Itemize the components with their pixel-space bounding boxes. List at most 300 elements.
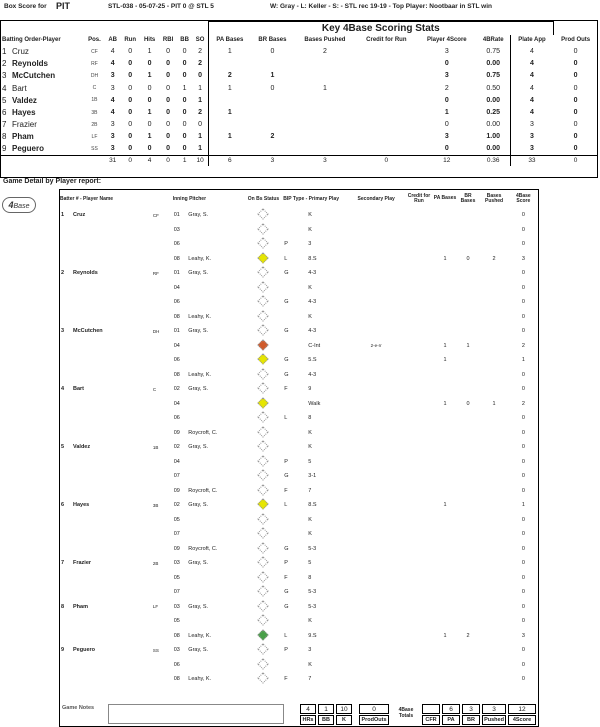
detail-cfr: [404, 208, 433, 223]
batter-player-name: Frazier: [73, 560, 92, 567]
inning: 09: [173, 487, 180, 494]
detail-bp: 1: [492, 400, 496, 407]
detail-br: [457, 440, 480, 455]
stat-r: 0: [128, 109, 133, 117]
detail-pa: [434, 208, 457, 223]
detail-br: [457, 353, 480, 368]
bip-cell: [283, 310, 348, 325]
stat-bp: 2: [322, 48, 327, 56]
player-name: Peguero: [12, 144, 45, 154]
detail-bp: [479, 411, 508, 426]
team-name: PIT: [56, 1, 71, 11]
pitcher: [187, 469, 243, 484]
bip-type: P: [284, 647, 288, 654]
batter-position: DH: [152, 328, 160, 334]
secondary-play: [348, 643, 404, 658]
detail-br: [457, 324, 480, 339]
batting-order: 5: [2, 95, 7, 105]
on-base-status: [244, 672, 284, 687]
detail-br: [457, 556, 480, 571]
batter-position: [152, 223, 173, 238]
detail-br: [457, 368, 480, 383]
primary-play: Walk: [308, 400, 321, 407]
batter-name: [60, 527, 152, 542]
stat-so: 2: [192, 46, 208, 58]
stat-r: 0: [128, 145, 133, 153]
detail-br: [457, 223, 480, 238]
cfr-label: CFR: [422, 715, 440, 725]
primary-play: K: [308, 429, 312, 436]
box-col-header: Pos.: [88, 37, 101, 43]
stat-r: 0: [128, 96, 133, 104]
batter-position: [152, 455, 173, 470]
inning: 06: [173, 357, 180, 364]
player-name: Valdez: [12, 95, 37, 105]
player-row: [1, 82, 598, 94]
on-base-status: [244, 542, 284, 557]
on-base-status: [244, 382, 284, 397]
detail-cfr: [404, 571, 433, 586]
player-name: Frazier: [12, 120, 37, 130]
detail-cfr: [404, 527, 433, 542]
detail-br: 0: [466, 255, 470, 262]
player-row: [1, 46, 598, 58]
stat-rate: 0.00: [477, 58, 510, 70]
primary-play: 4-3: [308, 371, 317, 378]
inning: 03: [173, 603, 180, 610]
pitcher: [187, 281, 243, 296]
on-base-status: [244, 484, 284, 499]
batter-player-name: Cruz: [73, 212, 86, 219]
inning: 04: [173, 342, 180, 349]
secondary-play: [348, 527, 404, 542]
player-row: [1, 119, 598, 131]
batter-name: [60, 281, 152, 296]
detail-col-header: Bases Pushed: [485, 192, 504, 204]
secondary-play: [348, 672, 404, 687]
br-label: BR: [462, 715, 480, 725]
stat-rate: 0.00: [477, 143, 510, 155]
base-diamond-icon: [258, 658, 269, 669]
secondary-play: [348, 426, 404, 441]
stat-so: 1: [192, 143, 208, 155]
detail-score: 1: [521, 502, 525, 509]
stat-po: 0: [573, 121, 578, 129]
detail-pa: [434, 556, 457, 571]
bip-cell: [283, 556, 348, 571]
detail-cfr: [404, 382, 433, 397]
detail-cfr: [404, 585, 433, 600]
detail-pa: 1: [443, 357, 447, 364]
batter-name: [60, 614, 152, 629]
plate-appearance-row: [60, 382, 538, 397]
stat-bb: 1: [182, 84, 187, 92]
primary-play: 9: [308, 386, 312, 393]
total-so: 10: [192, 155, 208, 166]
batter-position: [152, 397, 173, 412]
detail-cfr: [404, 237, 433, 252]
bip-cell: [283, 614, 348, 629]
batter-name: [60, 672, 152, 687]
inning: 04: [173, 400, 180, 407]
stat-so: 1: [192, 131, 208, 143]
detail-score: 0: [521, 328, 525, 335]
stat-brb: [251, 106, 294, 118]
stat-brb: 1: [270, 72, 275, 80]
4score-value: 12: [508, 704, 536, 714]
stat-r: 0: [128, 121, 133, 129]
detail-score: 0: [521, 531, 525, 538]
bip-cell: [283, 397, 348, 412]
secondary-play: [348, 585, 404, 600]
stat-rbi: 0: [166, 133, 171, 141]
detail-col-header: PA Bases: [433, 195, 457, 202]
primary-play: 3: [308, 647, 312, 654]
detail-br: [457, 469, 480, 484]
secondary-play: [348, 614, 404, 629]
stat-po: 0: [573, 84, 578, 92]
player-row: [1, 70, 598, 82]
detail-score: 0: [521, 560, 525, 567]
primary-play: K: [308, 516, 312, 523]
detail-cfr: [404, 266, 433, 281]
bip-cell: [283, 571, 348, 586]
total-bb: 1: [177, 155, 192, 166]
stat-bp: [294, 106, 356, 118]
secondary-play: [348, 368, 404, 383]
stat-so: 1: [192, 94, 208, 106]
stat-rate: 0.00: [477, 119, 510, 131]
on-base-status: [244, 600, 284, 615]
batter-name: [60, 266, 152, 281]
bip-cell: [283, 281, 348, 296]
pitcher: Leahy, K.: [188, 255, 212, 262]
detail-col-header: BR Bases: [460, 192, 476, 204]
detail-bp: [479, 498, 508, 513]
stat-po: 0: [573, 96, 578, 104]
detail-score: 0: [521, 458, 525, 465]
primary-play: 7: [308, 487, 312, 494]
stat-rate: 1.00: [477, 131, 510, 143]
detail-score: 0: [521, 212, 525, 219]
stat-ps: 1: [444, 109, 449, 117]
detail-br: [457, 484, 480, 499]
total-brb: 3: [251, 155, 294, 166]
base-diamond-icon: [258, 586, 269, 597]
stat-h: 0: [147, 145, 152, 153]
secondary-play: [348, 600, 404, 615]
totals-row: [1, 155, 598, 166]
base-diamond-icon: [258, 267, 269, 278]
plate-appearance-row: [60, 542, 538, 557]
primary-play: 5: [308, 560, 312, 567]
on-base-status: [244, 266, 284, 281]
stat-app: 4: [529, 48, 534, 56]
batter-name: [60, 310, 152, 325]
detail-pa: [434, 310, 457, 325]
batter-position: [152, 484, 173, 499]
batter-position: [152, 411, 173, 426]
stat-ps: 3: [444, 133, 449, 141]
inning: 05: [173, 574, 180, 581]
stat-rbi: 0: [166, 72, 171, 80]
on-base-status: [244, 411, 284, 426]
batter-player-name: Reynolds: [73, 270, 98, 277]
detail-score: 0: [521, 429, 525, 436]
base-diamond-icon: [258, 615, 269, 626]
box-score-header-row: [1, 35, 598, 46]
detail-br: [457, 571, 480, 586]
detail-br: [457, 672, 480, 687]
pitcher: Leahy, K.: [188, 313, 212, 320]
stat-rbi: 0: [166, 145, 171, 153]
detail-score: 0: [521, 589, 525, 596]
inning: 03: [173, 647, 180, 654]
batter-position: [152, 295, 173, 310]
primary-play: 5-3: [308, 545, 317, 552]
player-name: Pham: [12, 132, 34, 142]
bip-cell: [283, 339, 348, 354]
detail-cfr: [404, 600, 433, 615]
base-diamond-icon: [258, 426, 269, 437]
detail-score: 0: [521, 661, 525, 668]
pitcher: [187, 585, 243, 600]
primary-play: K: [308, 661, 312, 668]
batter-player-name: Peguero: [73, 647, 96, 654]
total-cfr: 0: [356, 155, 417, 166]
batter-name: [60, 440, 152, 455]
base-diamond-icon: [258, 513, 269, 524]
bip-cell: [283, 324, 348, 339]
plate-appearance-row: [60, 556, 538, 571]
secondary-play: [348, 295, 404, 310]
pa-label: PA: [442, 715, 460, 725]
detail-score: 0: [521, 415, 525, 422]
player-position: RF: [91, 60, 98, 67]
on-base-status: [244, 556, 284, 571]
secondary-play: [348, 556, 404, 571]
player-position: 2B: [91, 121, 98, 128]
bip-cell: [283, 513, 348, 528]
detail-pa: [434, 614, 457, 629]
batter-player-name: Hayes: [73, 502, 90, 509]
detail-pa: [434, 455, 457, 470]
inning: 03: [173, 560, 180, 567]
stat-cfr: [356, 119, 417, 131]
on-base-status: [244, 295, 284, 310]
batter-position: [152, 614, 173, 629]
batter-position: [152, 237, 173, 252]
detail-pa: 1: [443, 342, 447, 349]
batter-name: [60, 397, 152, 412]
detail-bp: 2: [492, 255, 496, 262]
detail-cfr: [404, 368, 433, 383]
on-base-status: [244, 614, 284, 629]
k-label: K: [336, 715, 352, 725]
detail-pa: 1: [443, 632, 447, 639]
plate-appearance-row: [60, 455, 538, 470]
base-diamond-icon: [258, 542, 269, 553]
box-col-header: PA Bases: [208, 35, 250, 46]
player-row: [1, 58, 598, 70]
stat-h: 1: [147, 48, 152, 56]
bip-cell: [283, 484, 348, 499]
detail-score: 0: [521, 574, 525, 581]
plate-appearance-row: [60, 339, 538, 354]
primary-play: K: [308, 284, 312, 291]
detail-cfr: [404, 643, 433, 658]
detail-cfr: [404, 252, 433, 267]
detail-cfr: [404, 426, 433, 441]
bip-type: G: [284, 270, 289, 277]
total-pa: 6: [208, 155, 250, 166]
stat-ps: 3: [444, 72, 449, 80]
detail-score: 0: [521, 487, 525, 494]
stat-rate: 0.25: [477, 106, 510, 118]
stat-pa: 1: [208, 131, 250, 143]
stat-bb: 0: [182, 72, 187, 80]
total-ab: 31: [105, 155, 120, 166]
box-score-label: Box Score for: [4, 3, 47, 10]
bip-cell: [283, 527, 348, 542]
plate-appearance-row: [60, 252, 538, 267]
stat-bb: 0: [182, 96, 187, 104]
detail-pa: [434, 382, 457, 397]
plate-appearance-row: [60, 469, 538, 484]
plate-appearance-row: [60, 397, 538, 412]
stat-ps: 0: [444, 96, 449, 104]
batter-number: 5: [61, 444, 65, 451]
pitcher: Gray, S.: [188, 560, 209, 567]
detail-br: [457, 237, 480, 252]
on-base-status: [244, 368, 284, 383]
plate-appearance-row: [60, 310, 538, 325]
bip-cell: [283, 208, 348, 223]
batting-order: 3: [2, 71, 7, 81]
on-base-status: [244, 252, 284, 267]
base-diamond-icon: [258, 354, 269, 365]
detail-score: 0: [521, 299, 525, 306]
stat-ab: 3: [110, 72, 115, 80]
stat-cfr: [356, 58, 417, 70]
bip-type: G: [284, 589, 289, 596]
batter-name: [60, 382, 152, 397]
stat-pa: 1: [208, 46, 250, 58]
plate-appearance-row: [60, 658, 538, 673]
detail-col-header: On Bs Status: [247, 196, 280, 202]
stat-bp: [294, 58, 356, 70]
secondary-play: [348, 484, 404, 499]
detail-br: [457, 600, 480, 615]
detail-cfr: [404, 295, 433, 310]
detail-br: [457, 455, 480, 470]
player-position: 3B: [91, 109, 98, 116]
stat-app: 3: [529, 121, 534, 129]
plate-appearance-row: [60, 614, 538, 629]
detail-br: [457, 411, 480, 426]
stat-rate: 0.75: [477, 70, 510, 82]
bip-type: L: [284, 632, 288, 639]
box-col-header: Batting Order-Player: [2, 37, 61, 43]
batter-name: [60, 542, 152, 557]
bip-type: P: [284, 241, 288, 248]
stat-ab: 3: [110, 84, 115, 92]
base-diamond-icon: [258, 484, 269, 495]
k-value: 10: [336, 704, 352, 714]
pitcher: Leahy, K.: [188, 676, 212, 683]
batter-name: [60, 629, 152, 644]
batter-name: [60, 252, 152, 267]
pitcher: [187, 571, 243, 586]
stat-h: 0: [147, 60, 152, 68]
inning: 08: [173, 255, 180, 262]
batter-position: 1B: [152, 444, 159, 450]
game-notes-field[interactable]: [108, 704, 284, 724]
game-notes-label: Game Notes: [62, 705, 95, 711]
pitcher: [187, 339, 243, 354]
inning: 04: [173, 284, 180, 291]
on-base-status: [244, 498, 284, 513]
detail-pa: [434, 643, 457, 658]
detail-bp: [479, 223, 508, 238]
detail-bp: [479, 542, 508, 557]
detail-pa: [434, 469, 457, 484]
batter-position: [152, 281, 173, 296]
detail-col-header: Secondary Play: [357, 196, 395, 202]
bip-cell: [283, 368, 348, 383]
batting-order: 2: [2, 59, 7, 69]
batter-name: [60, 426, 152, 441]
primary-play: K: [308, 531, 312, 538]
batter-name: [60, 368, 152, 383]
stat-r: 0: [128, 84, 133, 92]
base-diamond-icon: [258, 644, 269, 655]
primary-play: C-Int: [308, 342, 321, 349]
pa-value: 6: [442, 704, 460, 714]
batter-name: [60, 295, 152, 310]
stat-ps: 0: [444, 60, 449, 68]
detail-pa: [434, 542, 457, 557]
stat-pa: 2: [208, 70, 250, 82]
stat-pa: [208, 58, 250, 70]
plate-appearance-row: [60, 498, 538, 513]
detail-bp: [479, 469, 508, 484]
detail-bp: [479, 556, 508, 571]
bip-type: G: [284, 371, 289, 378]
bip-cell: [283, 542, 348, 557]
stat-rbi: 0: [166, 96, 171, 104]
inning: 08: [173, 313, 180, 320]
detail-cfr: [404, 672, 433, 687]
base-diamond-icon: [258, 528, 269, 539]
batter-number: 9: [61, 647, 65, 654]
detail-br: 1: [466, 342, 470, 349]
batter-position: RF: [152, 270, 159, 276]
primary-play: 5.S: [308, 357, 317, 364]
total-rate: 0.36: [477, 155, 510, 166]
bip-type: G: [284, 603, 289, 610]
batter-position: [152, 469, 173, 484]
stat-so: 2: [192, 106, 208, 118]
secondary-play: [348, 223, 404, 238]
secondary-play: [348, 571, 404, 586]
detail-cfr: [404, 353, 433, 368]
stat-so: 0: [192, 70, 208, 82]
on-base-status: [244, 353, 284, 368]
detail-cfr: [404, 310, 433, 325]
plate-appearance-row: [60, 353, 538, 368]
detail-bp: [479, 237, 508, 252]
